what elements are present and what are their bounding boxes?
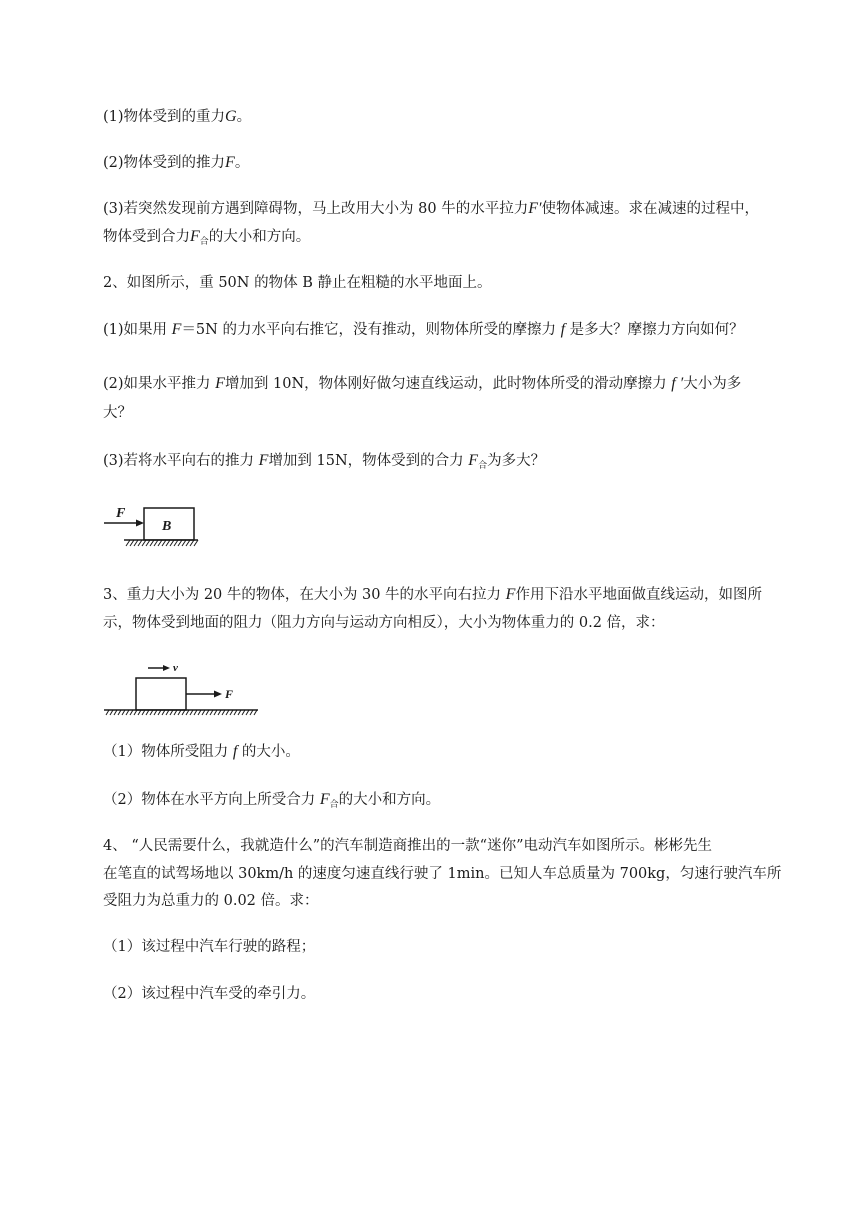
q1-part3-text-b: 使物体减速。求在减速的过程中， xyxy=(541,201,759,217)
q2-part1-text-b: ＝5N 的力水平向右推它，没有推动，则物体所受的摩擦力 xyxy=(181,322,561,338)
q1-part1-suffix: 。 xyxy=(236,109,252,125)
q2-part3-text-b: 增加到 15N，物体受到的合力 xyxy=(268,453,469,469)
q3-stem-text-b: 作用下沿水平地面做直线运动，如图所 xyxy=(515,587,762,603)
q2-part2-var-friction: f ′ xyxy=(671,375,684,392)
q3-stem-text-a: 3、重力大小为 20 牛的物体，在大小为 30 牛的水平向右拉力 xyxy=(103,587,506,603)
q3-part1-var-friction: f xyxy=(232,743,238,760)
q3-stem-line2: 示，物体受到地面的阻力（阻力方向与运动方向相反），大小为物体重力的 0.2 倍，求： xyxy=(103,615,665,631)
q2-part1-text-a: (1)如果用 xyxy=(103,322,172,338)
q4-stem-line3: 受阻力为总重力的 0.02 倍。求： xyxy=(103,893,319,909)
q1-part3-text-a: (3)若突然发现前方遇到障碍物，马上改用大小为 80 牛的水平拉力 xyxy=(103,201,529,217)
q2-part1-var-friction: f xyxy=(560,321,566,338)
q3-block xyxy=(136,678,186,710)
q2-part1 xyxy=(103,320,803,340)
q2-part2-var-f: F xyxy=(215,375,225,392)
q3-part1-text-a: （1）物体所受阻力 xyxy=(103,744,233,760)
q1-part3-line2 xyxy=(103,227,803,252)
q2-part3-var-f: F xyxy=(258,452,269,469)
q1-part1-text: (1)物体受到的重力 xyxy=(103,109,226,125)
velocity-arrow-head xyxy=(163,665,170,671)
q1-part1-var: G xyxy=(225,108,237,125)
q2-part2-line2: 大？ xyxy=(103,405,132,421)
q1-part2 xyxy=(103,153,803,173)
q3-part2-text-a: （2）物体在水平方向上所受合力 xyxy=(103,792,320,808)
q1-part3-text-c: 物体受到合力 xyxy=(103,229,190,245)
q3-part2-net-force-sub: 合 xyxy=(329,800,339,810)
q1-part1 xyxy=(103,107,803,127)
q3-part1-text-b: 的大小。 xyxy=(237,744,300,760)
q2-part1-text-c: 是多大？摩擦力方向如何？ xyxy=(565,322,744,338)
q2-ground-hatch xyxy=(126,540,198,546)
q3-stem-line1 xyxy=(103,585,803,605)
q2-part3-text-c: 为多大？ xyxy=(487,453,546,469)
q2-part2-text-b: 增加到 10N，物体刚好做匀速直线运动，此时物体所受的滑动摩擦力 xyxy=(224,376,672,392)
q2-part3 xyxy=(103,451,803,476)
q2-force-label: F xyxy=(116,506,126,521)
q3-part2-text-b: 的大小和方向。 xyxy=(338,792,441,808)
q2-stem: 2、如图所示，重 50N 的物体 B 静止在粗糙的水平地面上。 xyxy=(103,275,492,291)
q1-part2-suffix: 。 xyxy=(234,155,250,171)
q2-part1-var-f: F xyxy=(171,321,182,338)
q4-part2: （2）该过程中汽车受的牵引力。 xyxy=(103,986,316,1002)
q1-part3-text-d: 的大小和方向。 xyxy=(208,229,311,245)
q3-figure xyxy=(100,656,265,718)
q1-part2-var: F xyxy=(225,154,235,171)
q3-part1 xyxy=(103,742,803,762)
block-b-label: B xyxy=(162,519,172,534)
q3-stem-var-f: F xyxy=(505,586,516,603)
q2-figure xyxy=(100,500,210,552)
q1-part3-var: F′ xyxy=(528,200,542,217)
q4-part1: （1）该过程中汽车行驶的路程； xyxy=(103,939,316,955)
q3-part2 xyxy=(103,790,803,815)
q2-part3-net-force-sub: 合 xyxy=(478,461,488,471)
q3-force-label: F xyxy=(225,687,234,701)
q1-part3-net-force-sub: 合 xyxy=(199,237,209,247)
velocity-label: v xyxy=(173,662,178,674)
q2-part2-line1 xyxy=(103,374,803,394)
q1-part3-net-force-var: F xyxy=(190,228,200,245)
q2-part3-net-force-var: F xyxy=(468,452,479,469)
q2-part3-text-a: (3)若将水平向右的推力 xyxy=(103,453,259,469)
q1-part3-line1 xyxy=(103,199,803,219)
q4-stem-line2: 在笔直的试驾场地以 30km/h 的速度匀速直线行驶了 1min。已知人车总质量为 700kg，匀速行驶汽车所 xyxy=(103,866,782,882)
q1-part2-text: (2)物体受到的推力 xyxy=(103,155,226,171)
q3-part2-net-force-var: F xyxy=(319,791,330,808)
q2-part2-text-c: 大小为多 xyxy=(683,376,742,392)
q3-force-arrow-head xyxy=(214,691,222,698)
q4-stem-line1: 4、 “人民需要什么，我就造什么”的汽车制造商推出的一款“迷你”电动汽车如图所示。彬彬先生 xyxy=(103,838,712,854)
q2-force-arrow-head xyxy=(136,520,144,527)
q2-part2-text-a: (2)如果水平推力 xyxy=(103,376,216,392)
